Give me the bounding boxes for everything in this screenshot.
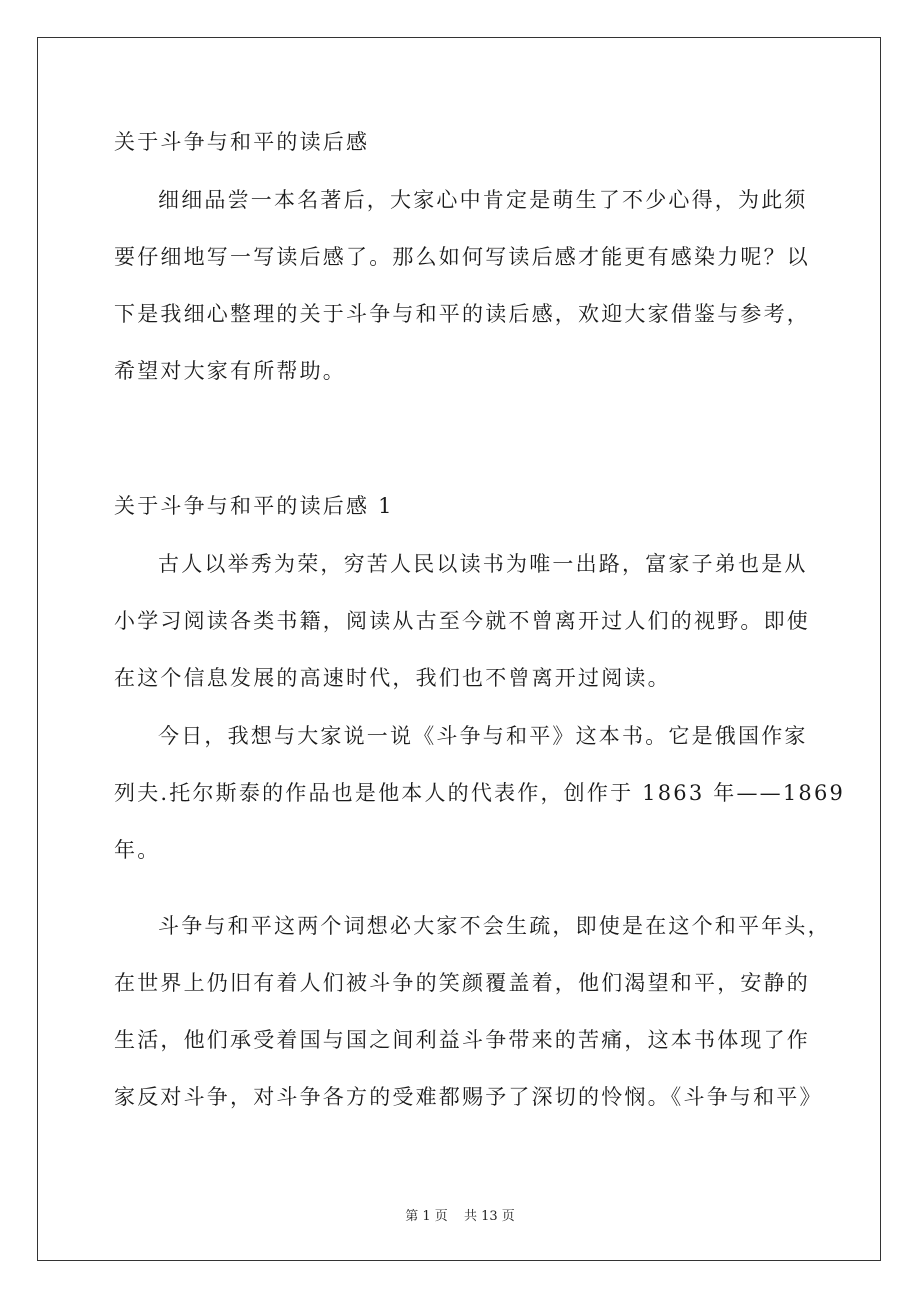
page-number: 第 1 页 <box>405 1209 448 1224</box>
body-line: 今日，我想与大家说一说《斗争与和平》这本书。它是俄国作家 <box>158 724 808 748</box>
body-line: 生活，他们承受着国与国之间利益斗争带来的苦痛，这本书体现了作 <box>114 1028 810 1052</box>
page-total: 共 13 页 <box>463 1209 515 1224</box>
body-line: 年。 <box>114 838 161 862</box>
body-line: 古人以举秀为荣，穷苦人民以读书为唯一出路，富家子弟也是从 <box>158 552 808 576</box>
body-line: 家反对斗争，对斗争各方的受难都赐予了深切的怜悯。《斗争与和平》 <box>114 1085 823 1109</box>
intro-line: 细细品尝一本名著后，大家心中肯定是萌生了不少心得，为此须 <box>158 188 808 212</box>
page-footer <box>0 1205 920 1224</box>
body-line: 斗争与和平这两个词想必大家不会生疏，即使是在这个和平年头， <box>158 914 831 938</box>
body-line: 列夫.托尔斯泰的作品也是他本人的代表作，创作于 1863 年——1869 <box>114 781 846 805</box>
body-line: 在世界上仍旧有着人们被斗争的笑颜覆盖着，他们渴望和平，安静的 <box>114 971 810 995</box>
intro-line: 要仔细地写一写读后感了。那么如何写读后感才能更有感染力呢？以 <box>114 245 810 269</box>
page-frame <box>37 37 881 1261</box>
intro-line: 下是我细心整理的关于斗争与和平的读后感，欢迎大家借鉴与参考， <box>114 302 810 326</box>
body-line: 小学习阅读各类书籍，阅读从古至今就不曾离开过人们的视野。即使 <box>114 609 810 633</box>
document-title: 关于斗争与和平的读后感 <box>114 130 370 154</box>
intro-line: 希望对大家有所帮助。 <box>114 359 346 383</box>
section-title: 关于斗争与和平的读后感 1 <box>114 494 394 518</box>
body-line: 在这个信息发展的高速时代，我们也不曾离开过阅读。 <box>114 666 671 690</box>
